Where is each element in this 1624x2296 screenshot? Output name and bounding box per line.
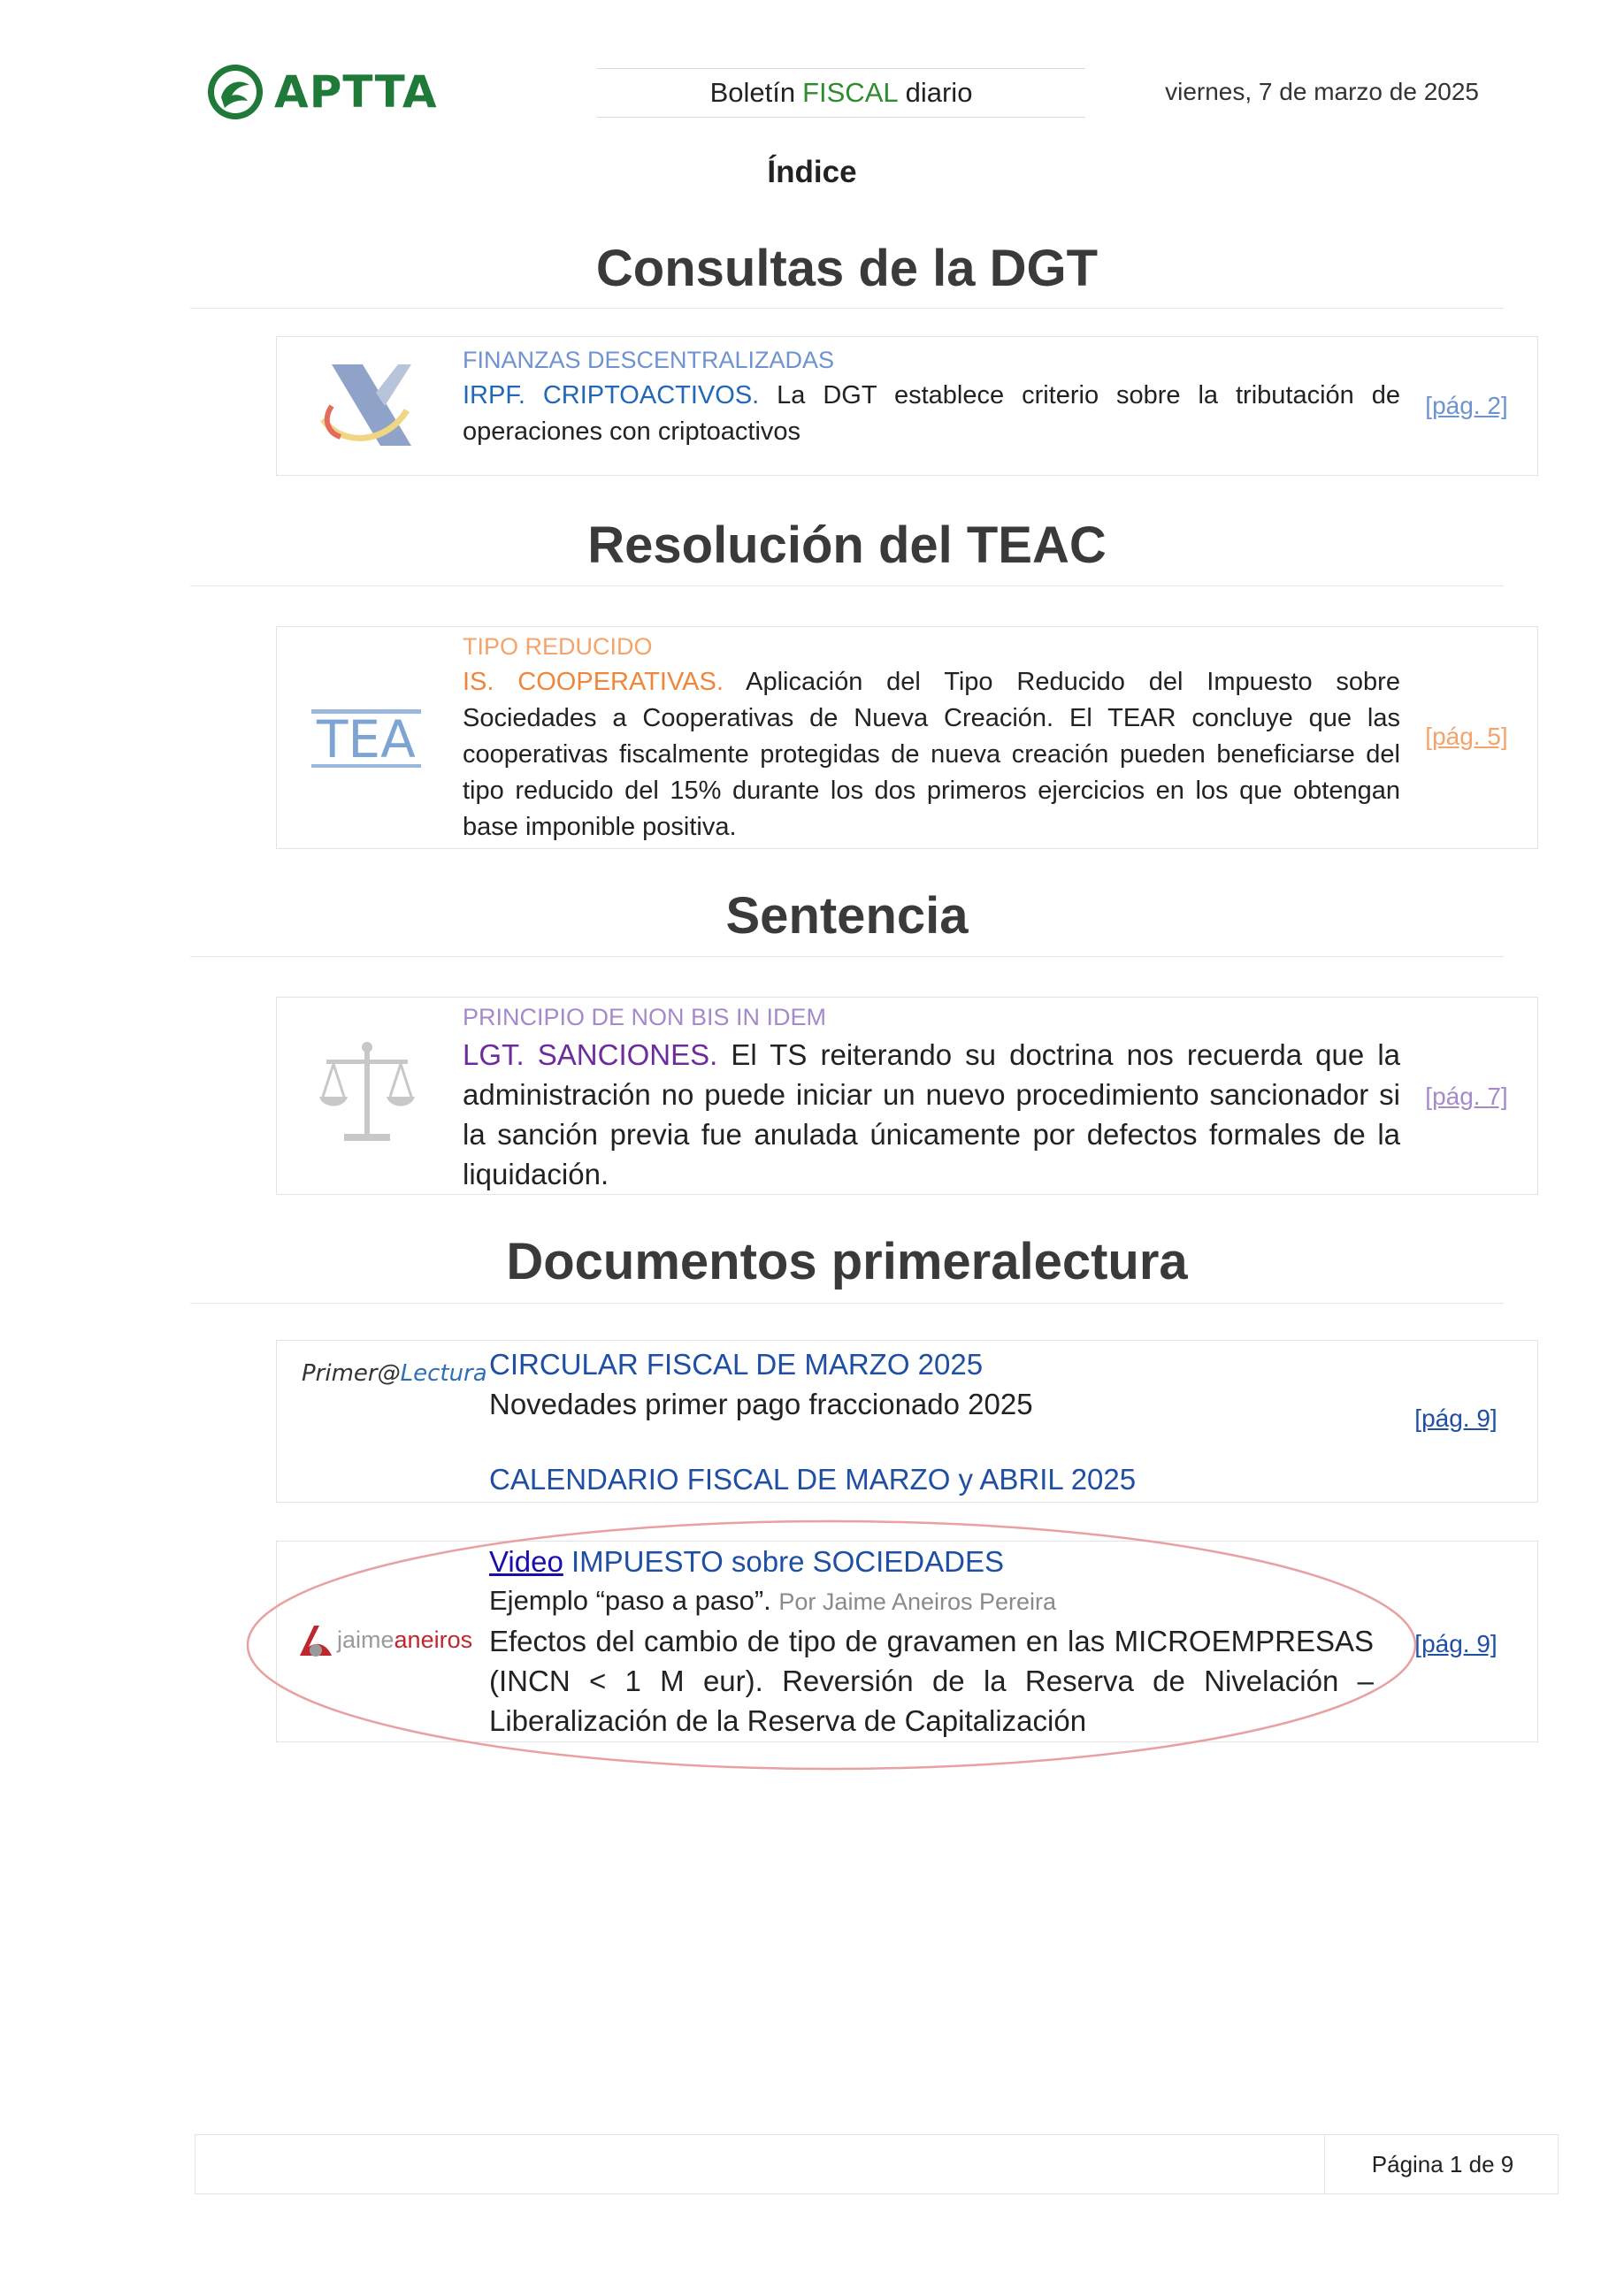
entry-primeralectura [276,1340,1538,1503]
entry-lead: LGT. SANCIONES. [463,1038,718,1071]
entry-body: La DGT establece criterio sobre la tributación de operaciones con criptoactivos [463,381,1400,446]
brand-name: APTTA [274,66,438,118]
index-title: Índice [767,155,857,189]
video-link[interactable]: Video [489,1545,563,1578]
entry-text [463,1035,1400,1194]
entry-text [463,664,1400,846]
footer-box [195,2134,1559,2194]
footer-divider [1324,2135,1325,2193]
entry-dgt [276,336,1538,476]
section-title-sentencia: Sentencia [725,887,969,945]
entry-category: PRINCIPIO DE NON BIS IN IDEM [463,1004,827,1030]
calendar-link[interactable]: CALENDARIO FISCAL DE MARZO y ABRIL 2025 [489,1463,1137,1496]
section-title-dgt: Consultas de la DGT [595,240,1099,297]
agencia-tributaria-icon [296,337,438,475]
author-text: Por Jaime Aneiros Pereira [778,1588,1057,1615]
logo-post: aneiros [394,1626,473,1653]
section-divider [190,308,1504,309]
section-title-documentos: Documentos primeralectura [506,1233,1188,1290]
aptta-logo [205,58,453,126]
section-divider [190,585,1504,586]
video-title: IMPUESTO sobre SOCIEDADES [571,1545,1005,1578]
entry-body: Aplicación del Tipo Reducido del Impuesto sobre Sociedades a Cooperativas de Nueva Creación. El TEAR concluye que las cooperativas fiscalmente protegidas de nueva creación pueden beneficiarse del tipo reducido del 15% durante los dos primeros ejercicios en los que obtengan base imponible positiva. [463,668,1400,841]
entry-category: TIPO REDUCIDO [463,633,653,660]
entry-body: El TS reiterando su doctrina nos recuerda que la administración no puede iniciar un nuevo procedimiento sancionador si la sanción previa fue anulada únicamente por defectos formales de la liquidación. [463,1038,1401,1190]
page-link-primeralectura[interactable]: [pág. 9] [1414,1404,1498,1432]
bulletin-title [597,68,1085,118]
entry-lead: IRPF. CRIPTOACTIVOS. [463,381,760,409]
bulletin-post: diario [905,77,973,108]
circular-subtitle: Novedades primer pago fraccionado 2025 [489,1388,1033,1420]
agencia-tributaria-logo-icon [314,357,420,455]
page-link-teac[interactable]: [pág. 5] [1425,723,1508,750]
tea-logo-text: TEA [317,709,416,769]
entry-sentencia [276,997,1538,1195]
page-link-dgt[interactable]: [pág. 2] [1425,392,1508,419]
subheading-text: Ejemplo “paso a paso”. [489,1585,771,1616]
aptta-emblem-icon [205,62,265,122]
logo-post: Lectura [400,1360,487,1387]
scales-icon [314,1038,420,1153]
highlight-ellipse [239,1508,1424,1782]
entry-teac [276,626,1538,849]
page-link-jaimeaneiros[interactable]: [pág. 9] [1414,1630,1498,1657]
bulletin-pre: Boletín [709,77,796,108]
entry-category: FINANZAS DESCENTRALIZADAS [463,347,835,373]
bulletin-date: viernes, 7 de marzo de 2025 [1165,78,1479,105]
tea-logo-icon [310,702,425,773]
bulletin-fiscal: FISCAL [802,77,899,108]
scales-of-justice-icon [296,998,438,1194]
logo-pre: Primer@ [302,1360,401,1387]
entry-lead: IS. COOPERATIVAS. [463,668,724,696]
entry-text [463,378,1400,450]
logo-pre: jaime [337,1626,395,1653]
section-title-teac: Resolución del TEAC [587,517,1107,574]
section-divider [190,1303,1504,1304]
video-description: Efectos del cambio de tipo de gravamen en las MICROEMPRESAS (INCN < 1 M eur). Reversión de la Reserva de Nivelación – Liberalización de la Reserva de Capitalización [489,1625,1374,1737]
page-link-sentencia[interactable]: [pág. 7] [1425,1083,1508,1110]
primeralectura-logo [302,1360,487,1387]
page-number: Página 1 de 9 [1371,2151,1514,2177]
circular-link[interactable]: CIRCULAR FISCAL DE MARZO 2025 [489,1348,984,1381]
tea-logo [296,627,438,848]
section-divider [190,956,1504,957]
